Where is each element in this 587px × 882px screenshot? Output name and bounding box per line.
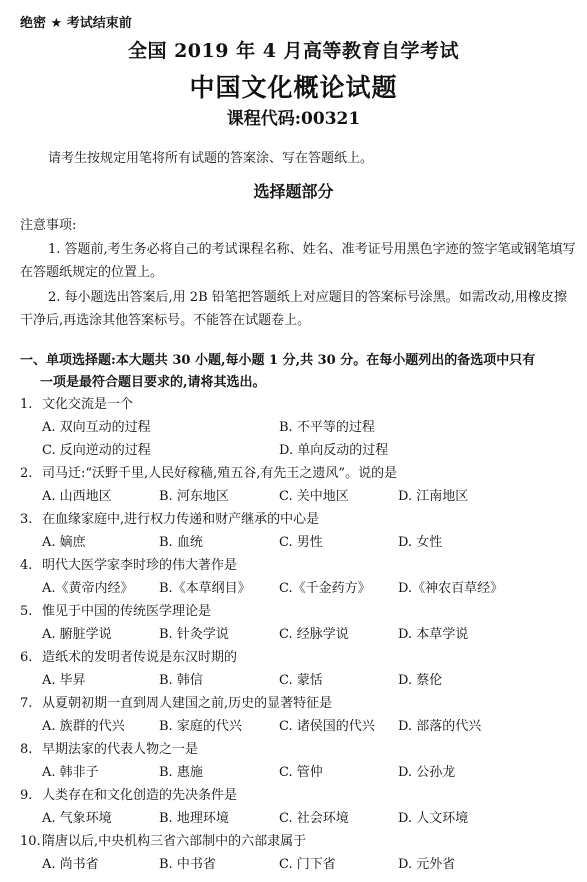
answer-option: D. 部落的代兴 — [398, 719, 482, 734]
question-number: 6. — [20, 650, 33, 665]
answer-option: B. 地理环境 — [159, 811, 229, 826]
answer-option: D. 单向反动的过程 — [279, 443, 389, 458]
option-row — [20, 531, 580, 554]
note-item-2: 2. 每小题选出答案后,用 2B 铅笔把答题纸上对应题目的答案标号涂黑。如需改动,用橡皮擦干净后,再选涂其他答案标号。不能答在试题卷上。 — [20, 290, 567, 328]
confidential-label: 绝密 ★ 考试结束前 — [20, 16, 132, 31]
section-title: 选择题部分 — [253, 182, 334, 201]
question-stem — [20, 393, 580, 416]
answer-option: B. 河东地区 — [159, 489, 229, 504]
question-text: 造纸术的发明者传说是东汉时期的 — [42, 650, 238, 665]
answer-option: D. 江南地区 — [398, 489, 469, 504]
question-stem — [20, 646, 580, 669]
answer-option: A. 腑脏学说 — [42, 627, 112, 642]
answer-option: A. 族群的代兴 — [42, 719, 125, 734]
answer-option: B. 针灸学说 — [159, 627, 229, 642]
answer-option: B. 惠施 — [159, 765, 203, 780]
question-header-line-1: 一、单项选择题:本大题共 30 小题,每小题 1 分,共 30 分。在每小题列出的备选项中只有 — [20, 353, 536, 368]
question-text: 惟见于中国的传统医学理论是 — [42, 604, 212, 619]
question-header-line-2: 一项是最符合题目要求的,请将其选出。 — [40, 375, 266, 390]
question-number: 9. — [20, 788, 33, 803]
answer-option: C. 反向逆动的过程 — [42, 443, 151, 458]
exam-subject-title: 中国文化概论试题 — [189, 73, 398, 102]
answer-option: C. 管仲 — [279, 765, 323, 780]
note-item-1: 1. 答题前,考生务必将自己的考试课程名称、姓名、准考证号用黑色字迹的签字笔或钢笔填写在答题纸规定的位置上。 — [20, 242, 576, 280]
answer-option: A. 尚书省 — [42, 857, 99, 872]
question-item — [20, 554, 580, 600]
answer-option: D. 女性 — [398, 535, 443, 550]
question-number: 4. — [20, 558, 33, 573]
question-stem — [20, 692, 580, 715]
option-row — [20, 853, 580, 876]
question-item — [20, 646, 580, 692]
question-list — [20, 393, 580, 876]
notes-heading: 注意事项: — [20, 218, 77, 233]
question-number: 8. — [20, 742, 33, 757]
answer-option: D. 本草学说 — [398, 627, 469, 642]
answer-option: A. 嫡庶 — [42, 535, 86, 550]
answer-option: A. 双向互动的过程 — [42, 420, 151, 435]
question-number: 7. — [20, 696, 33, 711]
question-stem — [20, 462, 580, 485]
answer-option: B. 韩信 — [159, 673, 203, 688]
question-number: 1. — [20, 397, 33, 412]
answer-option: C. 社会环境 — [279, 811, 349, 826]
answer-option: B. 中书省 — [159, 857, 216, 872]
option-row — [20, 577, 580, 600]
question-text: 明代大医学家李时珍的伟大著作是 — [42, 558, 238, 573]
answer-option: A.《黄帝内经》 — [42, 581, 134, 596]
answer-option: D. 蔡伦 — [398, 673, 443, 688]
answer-option: C. 经脉学说 — [279, 627, 349, 642]
question-stem — [20, 600, 580, 623]
option-row — [20, 485, 580, 508]
answer-option: A. 毕昇 — [42, 673, 86, 688]
question-stem — [20, 554, 580, 577]
question-item — [20, 600, 580, 646]
question-text: 隋唐以后,中央机构三省六部制中的六部隶属于 — [42, 834, 307, 849]
question-item — [20, 439, 580, 462]
question-item — [20, 738, 580, 784]
option-row — [20, 416, 580, 439]
question-stem — [20, 738, 580, 761]
question-item — [20, 784, 580, 830]
answer-instruction: 请考生按规定用笔将所有试题的答案涂、写在答题纸上。 — [48, 151, 374, 166]
question-text: 在血缘家庭中,进行权力传递和财产继承的中心是 — [42, 512, 320, 527]
answer-option: B. 血统 — [159, 535, 203, 550]
exam-session-title: 全国 2019 年 4 月高等教育自学考试 — [127, 40, 460, 62]
question-stem — [20, 508, 580, 531]
option-row — [20, 439, 580, 462]
answer-option: C. 门下省 — [279, 857, 336, 872]
question-item — [20, 393, 580, 439]
answer-option: C. 关中地区 — [279, 489, 349, 504]
answer-option: D.《神农百草经》 — [398, 581, 504, 596]
question-number: 3. — [20, 512, 33, 527]
course-code: 课程代码:00321 — [226, 109, 361, 129]
answer-option: B.《本草纲目》 — [159, 581, 251, 596]
question-item — [20, 830, 580, 876]
answer-option: D. 公孙龙 — [398, 765, 456, 780]
question-item — [20, 508, 580, 554]
answer-option: B. 家庭的代兴 — [159, 719, 242, 734]
option-row — [20, 807, 580, 830]
question-text: 早期法家的代表人物之一是 — [42, 742, 199, 757]
option-row — [20, 761, 580, 784]
question-stem — [20, 784, 580, 807]
question-item — [20, 692, 580, 738]
question-section-header — [20, 350, 576, 394]
option-row — [20, 669, 580, 692]
answer-option: C. 男性 — [279, 535, 323, 550]
answer-option: D. 元外省 — [398, 857, 456, 872]
question-number: 5. — [20, 604, 33, 619]
question-text: 人类存在和文化创造的先决条件是 — [42, 788, 238, 803]
answer-option: D. 人文环境 — [398, 811, 469, 826]
answer-option: A. 气象环境 — [42, 811, 112, 826]
question-stem — [20, 830, 580, 853]
option-row — [20, 623, 580, 646]
question-number: 2. — [20, 466, 33, 481]
question-text: 司马迁:“沃野千里,人民好稼穑,殖五谷,有先王之遗风”。说的是 — [42, 466, 398, 481]
question-text: 从夏朝初期一直到周人建国之前,历史的显著特征是 — [42, 696, 333, 711]
question-item — [20, 462, 580, 508]
answer-option: C. 蒙恬 — [279, 673, 323, 688]
answer-option: B. 不平等的过程 — [279, 420, 375, 435]
answer-option: A. 山西地区 — [42, 489, 112, 504]
option-row — [20, 715, 580, 738]
answer-option: A. 韩非子 — [42, 765, 99, 780]
question-number: 10. — [20, 834, 41, 849]
answer-option: C. 诸侯国的代兴 — [279, 719, 375, 734]
question-text: 文化交流是一个 — [42, 397, 134, 412]
answer-option: C.《千金药方》 — [279, 581, 371, 596]
